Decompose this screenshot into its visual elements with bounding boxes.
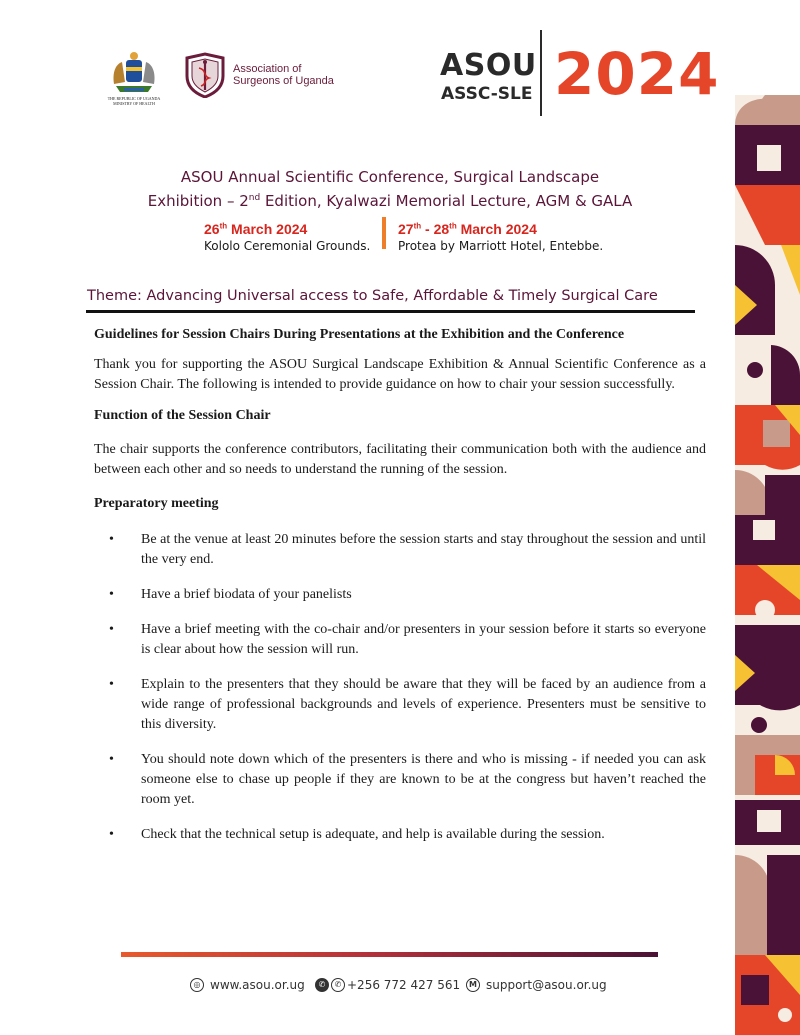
uganda-coat-of-arms-logo (106, 50, 162, 108)
date-right (398, 220, 603, 238)
list-item (94, 530, 706, 570)
intro-paragraph: Thank you for supporting the ASOU Surgical Landscape Exhibition & Annual Scientific Conference as a Session Chair. The following is intended to provide guidance on how to chair your session successfully. (94, 357, 706, 392)
brand-divider (540, 30, 542, 116)
email-link[interactable] (466, 978, 607, 992)
function-paragraph: The chair supports the conference contributors, facilitating their communication both with the audience and between each other and so needs to understand the running of the session. (94, 442, 706, 477)
bullet-icon: • (109, 587, 114, 602)
coat-caption-line2: MINISTRY OF HEALTH (113, 101, 155, 106)
date-separator (382, 217, 386, 249)
list-item-text: You should note down which of the presenters is there and who is missing - if needed you can ask someone else to chase up people if they are known to be at the congress but haven’t reached the room yet. (141, 752, 706, 807)
bullet-icon: • (109, 677, 114, 692)
list-item (94, 620, 706, 660)
bullet-icon: • (109, 532, 114, 547)
list-item-text: Explain to the presenters that they should be aware that they will be faced by an audience from a wide range of professional backgrounds and levels of experience. Presenters must be sensitive to this diversity. (141, 677, 706, 732)
email-text: support@asou.or.ug (486, 978, 607, 992)
venue-left: Kololo Ceremonial Grounds. (204, 239, 371, 253)
mail-icon: M (466, 978, 480, 992)
coat-caption-line1: THE REPUBLIC OF UGANDA (107, 96, 161, 101)
function-heading: Function of the Session Chair (94, 408, 271, 423)
list-item-text: Have a brief meeting with the co-chair and/or presenters in your session before it starts so everyone is clear about how the session will run. (141, 622, 706, 657)
date-left-month: March 2024 (227, 221, 308, 237)
date-right-sup2: th (449, 221, 457, 231)
date-left-day: 26 (204, 221, 220, 237)
date-block-left (204, 220, 370, 255)
date-left-sup: th (219, 221, 228, 231)
date-block-right (398, 220, 603, 255)
brand-year: 2024 (554, 40, 720, 108)
venue-right: Protea by Marriott Hotel, Entebbe. (398, 239, 604, 253)
brand-asou: ASOU (440, 48, 537, 83)
conference-title (100, 165, 680, 213)
date-right-day2: - 28 (421, 221, 450, 237)
preparatory-list (94, 530, 706, 845)
date-right-day1: 27 (398, 221, 414, 237)
coat-of-arms-icon (106, 50, 162, 96)
bullet-icon: • (109, 827, 114, 842)
website-link[interactable] (190, 978, 305, 992)
conference-theme: Theme: Advancing Universal access to Safe, Affordable & Timely Surgical Care (87, 288, 658, 304)
brand-sub: ASSC-SLE (441, 84, 533, 104)
title-line2-part-b: Edition, Kyalwazi Memorial Lecture, AGM & GALA (260, 192, 633, 210)
date-right-sup1: th (413, 221, 422, 231)
bullet-icon: • (109, 752, 114, 767)
list-item-text: Be at the venue at least 20 minutes before the session starts and stay throughout the session and until the very end. (141, 532, 706, 567)
conference-title-line1: ASOU Annual Scientific Conference, Surgical Landscape (180, 168, 600, 186)
title-line2-part-a: Exhibition – 2 (147, 192, 249, 210)
association-name (233, 63, 334, 87)
list-item (94, 585, 706, 605)
list-item-text: Have a brief biodata of your panelists (141, 587, 352, 602)
list-item (94, 825, 706, 845)
decorative-pattern-strip (735, 95, 800, 1035)
footer-divider (121, 952, 658, 957)
phone-link[interactable] (315, 978, 460, 992)
list-item-text: Check that the technical setup is adequate, and help is available during the session. (141, 827, 605, 842)
preparatory-heading: Preparatory meeting (94, 496, 219, 511)
conference-title-line2 (100, 189, 680, 213)
theme-divider (86, 310, 695, 313)
website-text: www.asou.or.ug (210, 978, 305, 992)
date-right-month: March 2024 (456, 221, 537, 237)
title-line2-sup: nd (248, 193, 261, 203)
guidelines-heading: Guidelines for Session Chairs During Presentations at the Exhibition and the Conference (94, 327, 625, 342)
guidelines-content (94, 325, 706, 860)
phone-text: +256 772 427 561 (347, 978, 461, 992)
list-item (94, 675, 706, 735)
list-item (94, 750, 706, 810)
whatsapp-icon: ✆ (315, 978, 329, 992)
bullet-icon: • (109, 622, 114, 637)
asou-shield-logo-icon (183, 52, 227, 98)
association-name-line1: Association of (233, 63, 302, 75)
association-name-line2: Surgeons of Uganda (233, 75, 334, 87)
phone-icon: ✆ (331, 978, 345, 992)
date-left (204, 220, 370, 238)
globe-icon: ◎ (190, 978, 204, 992)
